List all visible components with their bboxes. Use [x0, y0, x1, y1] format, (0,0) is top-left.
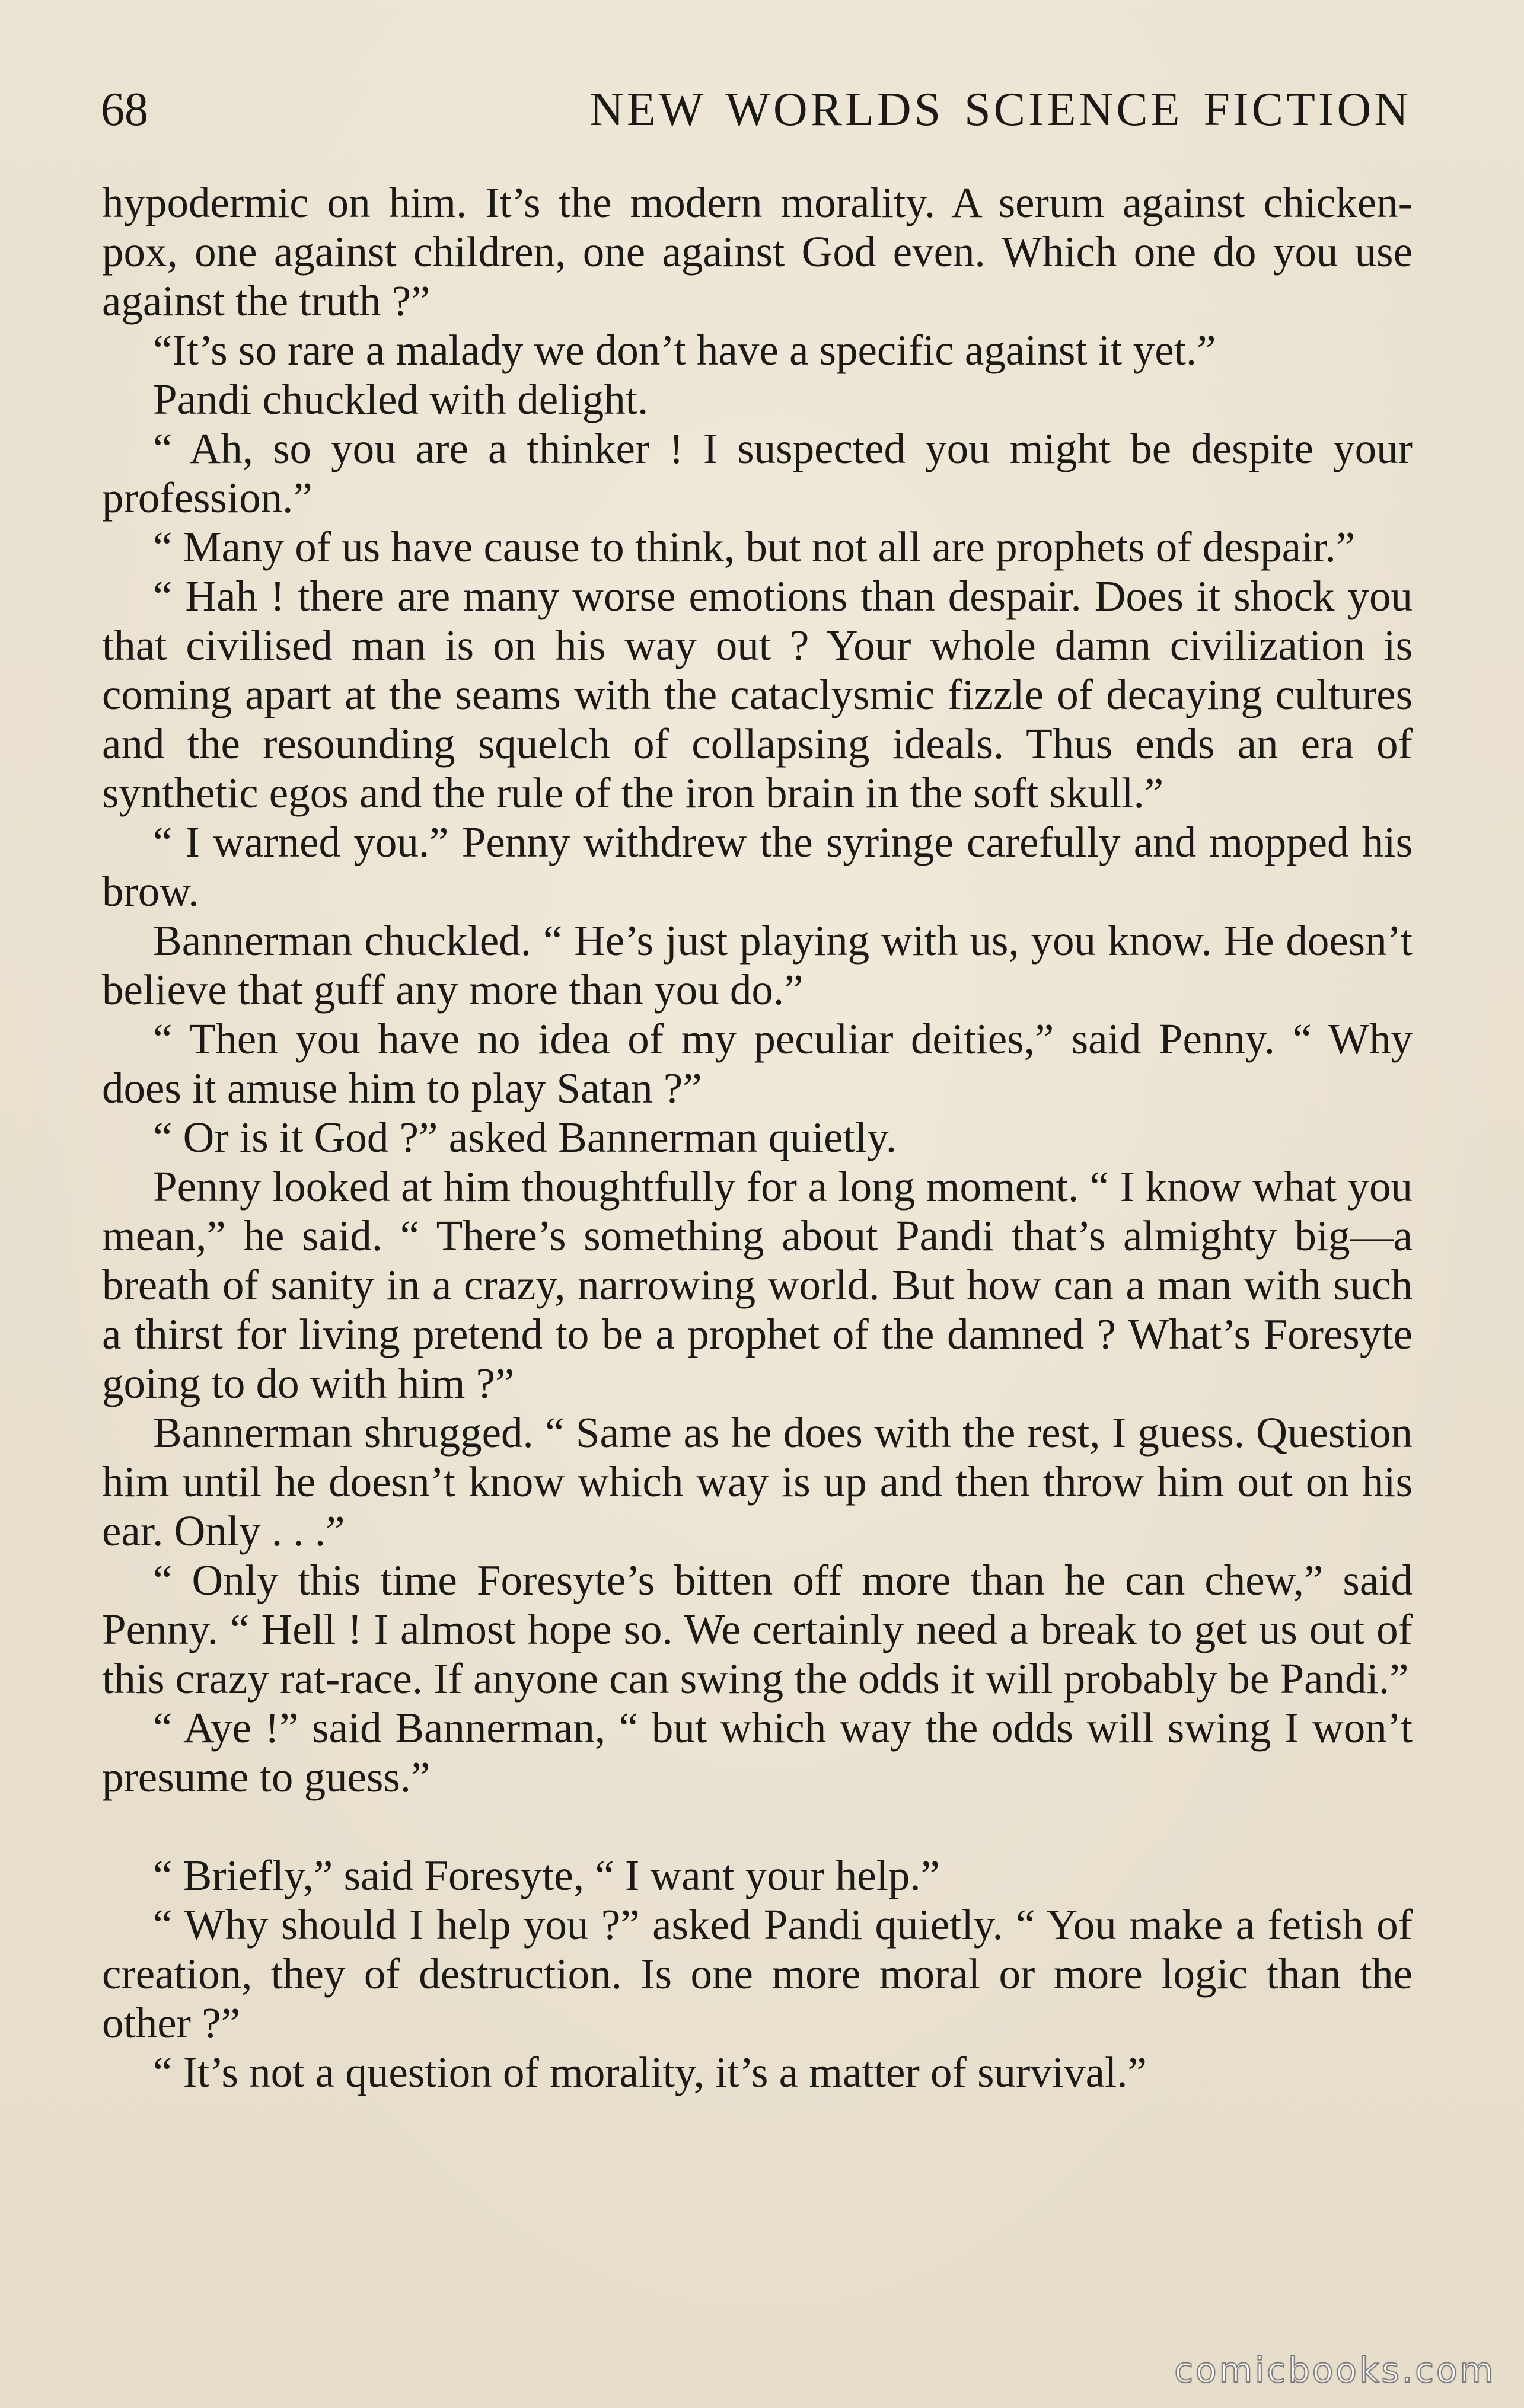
journal-title: NEW WORLDS SCIENCE FICTION: [589, 84, 1411, 136]
paragraph: “ Then you have no idea of my peculiar deities,” said Penny. “ Why does it amuse him to play Satan ?”: [102, 1015, 1413, 1112]
paragraph: “ Or is it God ?” asked Bannerman quietly.: [153, 1113, 897, 1161]
paragraph: hypodermic on him. It’s the modern morality. A serum against chicken-pox, one against children, one against God even. Which one do you use against the truth ?”: [102, 178, 1413, 325]
running-head: [101, 77, 1411, 142]
paragraph: “ Briefly,” said Foresyte, “ I want your help.”: [153, 1851, 940, 1899]
paragraph: “ Many of us have cause to think, but not all are prophets of despair.”: [153, 523, 1356, 571]
paragraph: “ Aye !” said Bannerman, “ but which way the odds will swing I won’t presume to guess.”: [102, 1704, 1413, 1801]
paragraph: “It’s so rare a malady we don’t have a specific against it yet.”: [153, 326, 1216, 374]
paragraph: Penny looked at him thoughtfully for a long moment. “ I know what you mean,” he said. “ There’s something about Pandi that’s almighty big—a breath of sanity in a crazy, narrowing world. But how can a man with such a thirst for living pretend to be a prophet of the damned ? What’s Foresyte going to do with him ?”: [102, 1163, 1413, 1407]
paragraph: “ I warned you.” Penny withdrew the syringe carefully and mopped his brow.: [102, 818, 1413, 915]
paragraph: “ Hah ! there are many worse emotions than despair. Does it shock you that civilised man is on his way out ? Your whole damn civilization is coming apart at the seams with the cataclysmic fizzle of decaying cultures and the resounding squelch of collapsing ideals. Thus ends an era of synthetic egos and the rule of the iron brain in the soft skull.”: [102, 572, 1413, 817]
paragraph: “ Ah, so you are a thinker ! I suspected you might be despite your profession.”: [102, 424, 1413, 522]
paragraph: “ Why should I help you ?” asked Pandi quietly. “ You make a fetish of creation, they of destruction. Is one more moral or more logic than the other ?”: [102, 1901, 1413, 2047]
paragraph: “ It’s not a question of morality, it’s a matter of survival.”: [153, 2048, 1147, 2096]
paragraph: Bannerman chuckled. “ He’s just playing with us, you know. He doesn’t believe that guff any more than you do.”: [102, 916, 1413, 1014]
watermark: comicbooks.com: [1174, 2350, 1496, 2390]
page-number: 68: [101, 84, 148, 136]
paragraph: “ Only this time Foresyte’s bitten off more than he can chew,” said Penny. “ Hell ! I almost hope so. We certainly need a break to get us out of this crazy rat-race. If anyone can swing the odds it will probably be Pandi.”: [102, 1556, 1413, 1703]
paragraph: Pandi chuckled with delight.: [153, 375, 649, 423]
story-text: [102, 178, 1413, 2097]
paragraph: Bannerman shrugged. “ Same as he does with the rest, I guess. Question him until he doesn’t know which way is up and then throw him out on his ear. Only . . .”: [102, 1409, 1413, 1555]
